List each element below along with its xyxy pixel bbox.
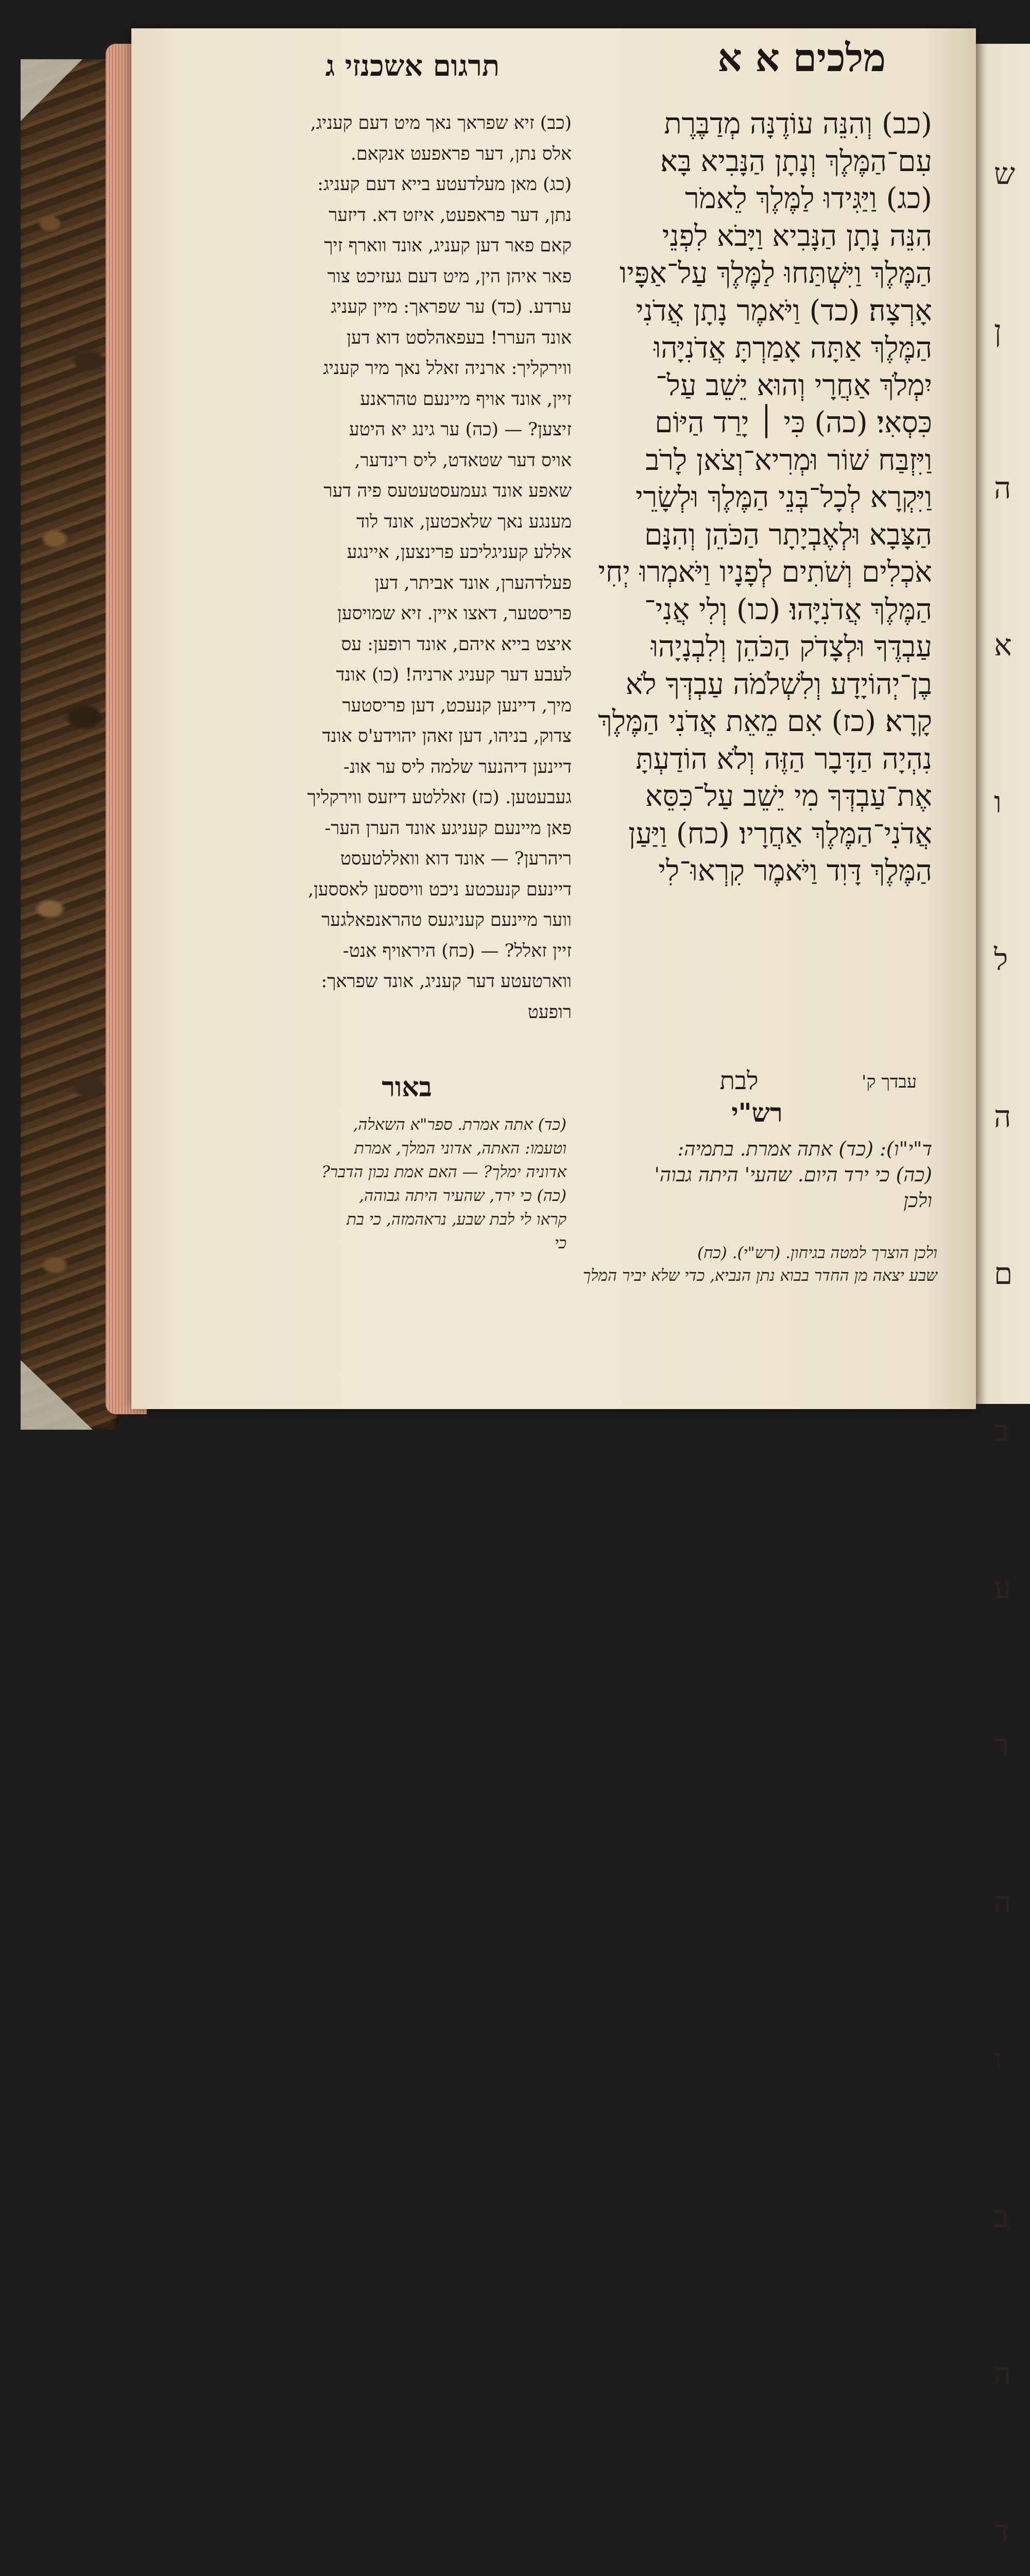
translation-line: שאפע אונד געמעסטעטעס פיה דער xyxy=(323,481,572,501)
hebrew-line: עַבְדֶּךָ וּלְצָדֹק הַכֹּהֵן וְלִבְנָיָהוּ xyxy=(650,630,932,664)
translation-line: ערדע. (כד) ער שפראך: מיין קעניג xyxy=(331,297,572,317)
translation-line: (כב) זיא שפראך נאך מיט דעם קעניג, xyxy=(310,113,572,133)
translation-line: זיין זאלל? — (כח) היראויף אנט- xyxy=(342,940,572,961)
translation-line: קאם פאר דען קעניג, אונד ווארף זיך xyxy=(324,235,572,256)
translation-line: פעלדהערן, אונד אביתר, דען xyxy=(374,572,572,594)
rashi-line: ולכן xyxy=(903,1189,932,1212)
book-cover xyxy=(21,59,118,1430)
translation-line: נתן, דער פראפעט, איזט דא. דיזער xyxy=(329,205,572,226)
translation-line: דיינען דיהנער שלמה ליס ער אונ- xyxy=(343,756,572,777)
translation-line: לעבע דער קעניג ארניה! (כו) אונד xyxy=(336,665,572,685)
translation-line: אללע קעניגליכע פרינצען, איינגע xyxy=(347,542,572,563)
translation-line: מיך, דיינען קנעכט, דען פריסטער xyxy=(342,695,572,716)
biur-line: אדוניה ימלך? — האם אמת נכון הדבר? xyxy=(321,1163,566,1181)
translation-line: רופעט xyxy=(527,1002,572,1023)
translation-line: מענגע נאך שלאכטען, אונד לוד xyxy=(356,511,572,532)
footer-commentary xyxy=(391,1242,937,1287)
hebrew-line: אָרְצָה׃ (כד) וַיֹּאמֶר נָתָן אֲדֹנִי xyxy=(636,294,932,328)
translation-line: פאן מיינעם קעניגע אונד הערן הער- xyxy=(324,818,572,839)
biur-line: קראו לי לבת שבע, נראהמזה, כי בת xyxy=(347,1210,566,1229)
hebrew-line: אֹכְלִים וְשֹׁתִים לְפָנָיו וַיֹּאמְרוּ יְחִי xyxy=(598,555,932,589)
rashi-heading: רש"י xyxy=(731,1097,783,1128)
translation-line: איצט בייא איהם, אונד רופען: עס xyxy=(341,634,572,655)
translation-line: זיין, אונד אויף מיינעם טהראנע xyxy=(360,388,572,410)
yiddish-translation-column xyxy=(201,108,572,1028)
running-title-right: מלכים א א xyxy=(717,36,886,80)
hebrew-line: הַמֶּלֶךְ אַתָּה אָמַרְתָּ אֲדֹנִיָּהוּ xyxy=(654,331,932,365)
hebrew-line: הַמֶּלֶךְ וַיִּשְׁתַּחוּ לַמֶּלֶךְ עַל־אַפָּיו xyxy=(619,257,932,290)
hebrew-line: קָרָא׃ (כז) אִם מֵאֵת אֲדֹנִי הַמֶּלֶךְ xyxy=(598,705,932,738)
translation-line: פריסטער, דאצו איין. זיא שמויסען xyxy=(337,603,572,624)
hebrew-text-column xyxy=(577,106,932,890)
hebrew-line: כִּסְאִי׃ (כה) כִּי ׀ יָרַד הַיּוֹם xyxy=(655,406,932,439)
hebrew-line: נִהְיָה הַדָּבָר הַזֶּה וְלֹא הוֹדַעְתָּ xyxy=(636,742,932,776)
hebrew-line: וַיִּקְרָא לְכָל־בְּנֵי הַמֶּלֶךְ וּלְשָׂרֵי xyxy=(635,481,932,514)
hebrew-line: אֶת־עַבְדְּךָ מִי יֵשֵׁב עַל־כִּסֵּא xyxy=(645,779,932,813)
translation-line: אויס דער שטאדט, ליס רינדער, xyxy=(354,450,572,471)
translation-line: (כג) מאן מעלדעטע בייא דעם קעניג: xyxy=(317,174,572,195)
translation-line: אונד הערר! בעפאהלסט דוא דען xyxy=(347,327,572,348)
biur-line: כי xyxy=(554,1234,566,1252)
footer-line: ולכן הוצרך למטה בגיחון. (רש"י). (כח) xyxy=(697,1244,937,1262)
hebrew-line: וַיִּזְבַּח שׁוֹר וּמְרִיא־וְצֹאן לָרֹב xyxy=(645,443,932,477)
translation-line: ריהרען? — אונד דוא וואללטעסט xyxy=(340,849,572,869)
rashi-commentary xyxy=(577,1136,932,1213)
translation-line: געבעטען. (כז) זאללטע דיזעס ווירקליך xyxy=(307,787,572,808)
biur-line: וטעמו: האתה, אדוני המלך, אמרת xyxy=(354,1139,566,1158)
running-title-left: תרגום אשכנזי ג xyxy=(325,49,500,83)
translation-line: ווער מיינעם קעניגעס טהראנפאלגער xyxy=(321,910,572,930)
next-page-edge: ש ן ה א ו ל ה ם ב ע ר ה ו ב ה ד xyxy=(976,44,1030,1404)
hebrew-line: בֶן־יְהוֹיָדָע וְלִשְׁלֹמֹה עַבְדְּךָ לֹא xyxy=(625,667,932,701)
biur-heading: באור xyxy=(382,1072,432,1103)
translation-line: צדוק, בניהו, דען זאהן יהוידע'ס אונד xyxy=(322,726,572,747)
catchword-right: עבדך ק' xyxy=(861,1072,917,1092)
footer-line: שבע יצאה מן החדר בבוא נתן הנביא, כדי שלא יביר המלך xyxy=(582,1266,937,1285)
rashi-line: ד"י"ו): (כד) אתה אמרת. בתמיה: xyxy=(677,1138,932,1160)
hebrew-line: הַמֶּלֶךְ דָּוִד וַיֹּאמֶר קִרְאוּ־לִי xyxy=(658,854,932,888)
rashi-line: (כה) כי ירד היום. שהעי' היתה גבוה' xyxy=(654,1163,932,1186)
catchword-left: לבת xyxy=(719,1066,759,1095)
translation-line: פאר איהן הין, מיט דעם געזיכט צור xyxy=(327,266,572,287)
hebrew-line: (כג) וַיַּגִּידוּ לַמֶּלֶךְ לֵאמֹר xyxy=(685,182,932,215)
translation-line: ווירקליך: ארניה זאלל נאך מיר קעניג xyxy=(323,358,572,379)
hebrew-line: עִם־הַמֶּלֶךְ וְנָתָן הַנָּבִיא בָּא׃ xyxy=(660,144,932,178)
translation-line: ווארטעטע דער קעניג, אונד שפראך: xyxy=(321,971,572,992)
biur-line: (כד) אתה אמרת. ספר"א השאלה, xyxy=(353,1115,566,1134)
translation-line: אלס נתן, דער פראפעט אנקאם. xyxy=(350,143,572,164)
translation-line: דיינעם קנעכטע ניכט וויססען לאססען, xyxy=(307,879,572,900)
biur-commentary xyxy=(206,1113,566,1255)
hebrew-line: יִמְלֹךְ אַחֲרָי וְהוּא יֵשֵׁב עַל־ xyxy=(656,368,932,402)
hebrew-line: הִנֵּה נָתָן הַנָּבִיא וַיָּבֹא לִפְנֵי xyxy=(662,219,932,253)
hebrew-line: הַמֶּלֶךְ אֲדֹנִיָּהוּ׃ (כו) וְלִי אֲנִי־ xyxy=(644,592,932,626)
biur-line: (כה) כי ירד, שהעיר היתה גבוהה, xyxy=(359,1187,566,1205)
hebrew-line: הַצָּבָא וּלְאֶבְיָתָר הַכֹּהֵן וְהִנָּם xyxy=(644,518,932,552)
translation-line: זיצען? — (כה) ער גינג יא היטע xyxy=(349,419,572,440)
hebrew-line: אֲדֹנִי־הַמֶּלֶךְ אַחֲרָיו׃ (כח) וַיַּעַן xyxy=(628,817,932,851)
hebrew-line: (כב) וְהִנֵּה עוֹדֶנָּה מְדַבֶּרֶת xyxy=(664,107,932,141)
